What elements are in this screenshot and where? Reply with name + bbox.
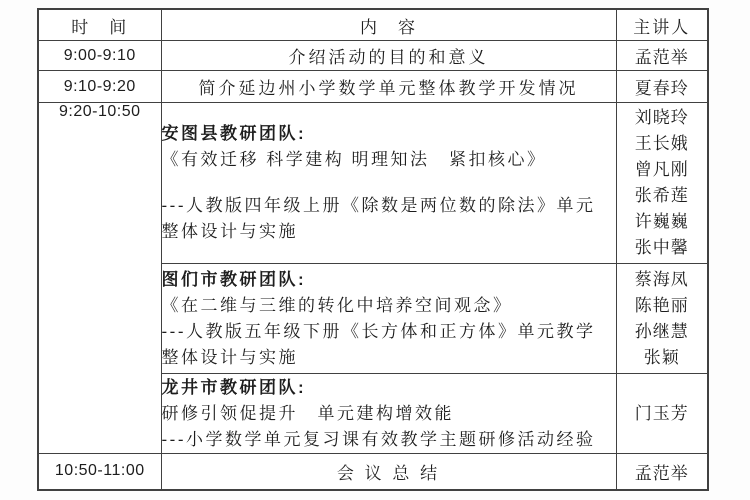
lesson-detail-line: 整体设计与实施 — [161, 222, 298, 241]
speaker-value: 门玉芳 — [634, 403, 689, 423]
lesson-title: 《有效迁移 科学建构 明理知法 紧扣核心》 — [161, 150, 547, 169]
time-value: 9:00-9:10 — [38, 41, 161, 71]
speaker-value: 孙继慧 — [634, 321, 689, 341]
speaker-value: 张中馨 — [634, 238, 689, 257]
speaker-value: 蔡海凤 — [634, 269, 689, 289]
time-column-header: 时 间 — [38, 9, 161, 41]
lesson-detail-line: ---小学数学单元复习课有效教学主题研修活动经验 — [161, 429, 596, 449]
table-row-intro — [38, 41, 708, 71]
spacer — [162, 173, 616, 193]
speaker-value: 刘晓玲 — [634, 108, 689, 127]
schedule-table — [37, 8, 709, 491]
speaker-list-longjing — [616, 374, 708, 454]
team-name: 安图县教研团队: — [161, 124, 307, 143]
table-row-summary — [38, 454, 708, 490]
content-value: 会 议 总 结 — [161, 454, 616, 490]
speaker-value: 夏春玲 — [616, 71, 708, 103]
speaker-value: 陈艳丽 — [634, 295, 689, 315]
speaker-column-header: 主讲人 — [616, 9, 708, 41]
lesson-detail-line: ---人教版四年级上册《除数是两位数的除法》单元 — [161, 196, 596, 215]
speaker-value: 许巍巍 — [634, 212, 689, 231]
content-cell-longjing — [161, 374, 616, 454]
lesson-title: 《在二维与三维的转化中培养空间观念》 — [161, 295, 513, 315]
table-row-team-antu — [38, 103, 708, 264]
speaker-value: 张颖 — [643, 347, 680, 367]
content-value: 介绍活动的目的和意义 — [161, 41, 616, 71]
team-name: 龙井市教研团队: — [161, 377, 307, 397]
speaker-value: 孟范举 — [616, 454, 708, 490]
time-value: 10:50-11:00 — [38, 454, 161, 490]
content-cell-antu — [161, 103, 616, 264]
lesson-detail-line: ---人教版五年级下册《长方体和正方体》单元教学 — [161, 321, 596, 341]
content-cell-tumen — [161, 264, 616, 374]
speaker-list-antu — [616, 103, 708, 264]
speaker-value: 张希莲 — [634, 186, 689, 205]
header-row — [38, 9, 708, 41]
content-value: 简介延边州小学数学单元整体教学开发情况 — [161, 71, 616, 103]
speaker-value: 王长娥 — [634, 134, 689, 153]
speaker-value: 孟范举 — [616, 41, 708, 71]
speaker-value: 曾凡刚 — [634, 160, 689, 179]
table-row-overview — [38, 71, 708, 103]
speaker-list-tumen — [616, 264, 708, 374]
team-name: 图们市教研团队: — [161, 269, 307, 289]
lesson-title: 研修引领促提升 单元建构增效能 — [161, 403, 454, 423]
content-column-header: 内 容 — [161, 9, 616, 41]
lesson-detail-line: 整体设计与实施 — [161, 347, 298, 367]
time-value: 9:10-9:20 — [38, 71, 161, 103]
session-time-value: 9:20-10:50 — [38, 103, 161, 454]
